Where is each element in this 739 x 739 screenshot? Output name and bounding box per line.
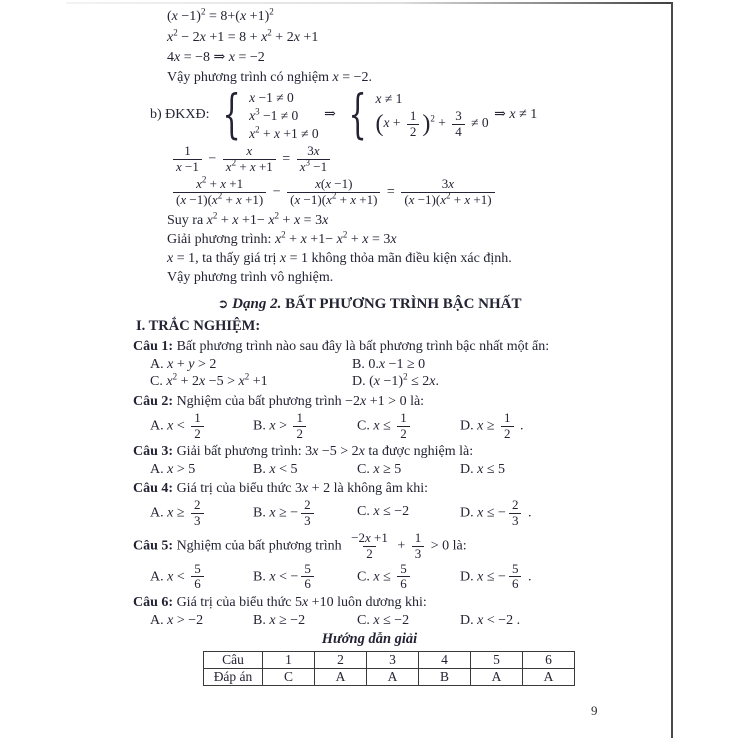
option-c: C. x ≤ −2 [357,504,410,520]
table-cell: Đáp án [204,668,263,685]
table-cell: 3 [367,651,419,668]
dang2-heading [0,294,739,315]
solution-conclusion: Vậy phương trình vô nghiệm. [167,270,334,286]
question-options [150,411,739,441]
option-d: D. x ≥ $\frac{1}{2}$ . [460,410,524,441]
table-row [204,651,575,668]
solution-conclusion: Vậy phương trình có nghiệm x = −2. [167,70,372,85]
option-a: A. x + y > 2 [150,357,217,373]
solution-line: Suy ra $x^2 + x +1- x^2 + x = 3x$ [167,210,329,229]
option-c: C. x ≤ $\frac{1}{2}$ [357,411,460,441]
table-cell: 2 [315,651,367,668]
solution-line: 4x = −8 ⇒ x = −2 [167,50,265,65]
question-options [150,356,739,390]
table-cell: 4 [419,651,471,668]
solution-line-dkxd: b) ĐKXĐ: { x −1 ≠ 0 $x^3 -1 \ne 0$ $x^2 + x +1 \ne 0$ ⇒ { x ≠ 1 (x + $\frac{1}{2}$ )$^2$ + $\frac{3}{4}$ ≠ 0 ⇒ x ≠ 1 [150,85,538,145]
option-a: A. x ≥ $\frac{2}{3}$ [150,498,253,528]
table-cell: C [263,668,315,685]
bullet-icon: ➲ [217,297,229,313]
option-d: D. x ≤ 5 [460,462,506,478]
option-b: B. 0.x −1 ≥ 0 [352,357,426,373]
option-c: C. x ≤ $\frac{5}{6}$ [357,562,460,592]
option-a: A. x > 5 [150,462,196,478]
table-cell: 6 [523,651,575,668]
table-cell: 1 [263,651,315,668]
table-cell: A [315,668,367,685]
option-c: C. $x^2 + 2x -5 > x^2 +1$ [150,371,268,390]
option-a: A. x > −2 [150,612,204,628]
question-options [150,612,739,629]
page-number: 9 [591,703,598,718]
table-cell: Câu [204,651,263,668]
option-b: B. x ≥ −2 [253,612,306,628]
option-c: C. x ≤ −2 [357,612,410,628]
table-cell: A [367,668,419,685]
question-6 [0,594,739,629]
question-4 [0,480,739,528]
solution-line: $(x -1)^2 = 8+(x +1)^2$ [167,6,274,24]
option-d: D. x ≤ − $\frac{2}{3}$ . [460,497,532,528]
table-cell: B [419,668,471,685]
question-1 [0,338,739,390]
heading-label: Dạng 2. [232,296,282,313]
guide-title: Hướng dẫn giải [321,630,418,647]
option-a: A. x < $\frac{1}{2}$ [150,411,253,441]
question-stem: Câu 6: Giá trị của biểu thức 5x +10 luôn dương khi: [133,594,427,610]
table-cell: A [471,668,523,685]
question-stem: Câu 4: Giá trị của biểu thức 3x + 2 là không âm khi: [133,481,429,497]
option-b: B. x < − $\frac{5}{6}$ [253,562,357,592]
option-b: B. x ≥ − $\frac{2}{3}$ [253,498,357,528]
option-d: D. $(x -1)^2 \le 2x$. [352,371,439,390]
table-cell: A [523,668,575,685]
question-options [150,461,739,478]
solution-line: $x^2 - 2x +1 = 8 + x^2 + 2x +1$ [167,27,319,45]
option-d: D. x < −2 . [460,612,521,628]
solution-equation: $\frac{x^2 + x +1}{(x -1)(x^2 + x +1)}$ − $\frac{x(x -1)}{(x -1)(x^2 + x +1)}$ = $\frac{3x}{(x -1)(x^2 + x +1)}$ [170,177,739,207]
question-stem: Câu 3: Giải bất phương trình: 3x −5 > 2x ta được nghiệm là: [133,444,474,460]
option-d: D. x ≤ − $\frac{5}{6}$ . [460,560,532,592]
answer-table [203,651,575,686]
solution-line: x = 1, ta thấy giá trị x = 1 không thỏa mãn điều kiện xác định. [167,251,512,267]
solution-line: Giải phương trình: $x^2 + x +1- x^2 + x = 3x$ [167,229,397,248]
question-2 [0,393,739,441]
question-options [150,498,739,528]
heading-title: BẤT PHƯƠNG TRÌNH BẬC NHẤT [285,296,522,313]
question-5 [0,531,739,591]
option-a: A. x < $\frac{5}{6}$ [150,562,253,592]
question-stem: Câu 5: Nghiệm của bất phương trình $\frac{-2x +1}{2}$ + $\frac{1}{3}$ > 0 là: [133,530,467,561]
section-title: I. TRẮC NGHIỆM: [136,318,261,335]
table-cell: 5 [471,651,523,668]
table-row [204,668,575,685]
option-c: C. x ≥ 5 [357,462,402,478]
option-b: B. x > $\frac{1}{2}$ [253,411,357,441]
question-3 [0,443,739,478]
option-b: B. x < 5 [253,462,298,478]
solution-equation: $\frac{1}{x -1}$ − $\frac{x}{x^2 + x +1}$ = $\frac{3x}{x^3 -1}$ [170,144,739,174]
question-stem: Câu 1: Bất phương trình nào sau đây là bất phương trình bậc nhất một ẩn: [133,339,550,355]
question-stem: Câu 2: Nghiệm của bất phương trình −2x +1 > 0 là: [133,394,425,410]
question-options [150,562,739,592]
